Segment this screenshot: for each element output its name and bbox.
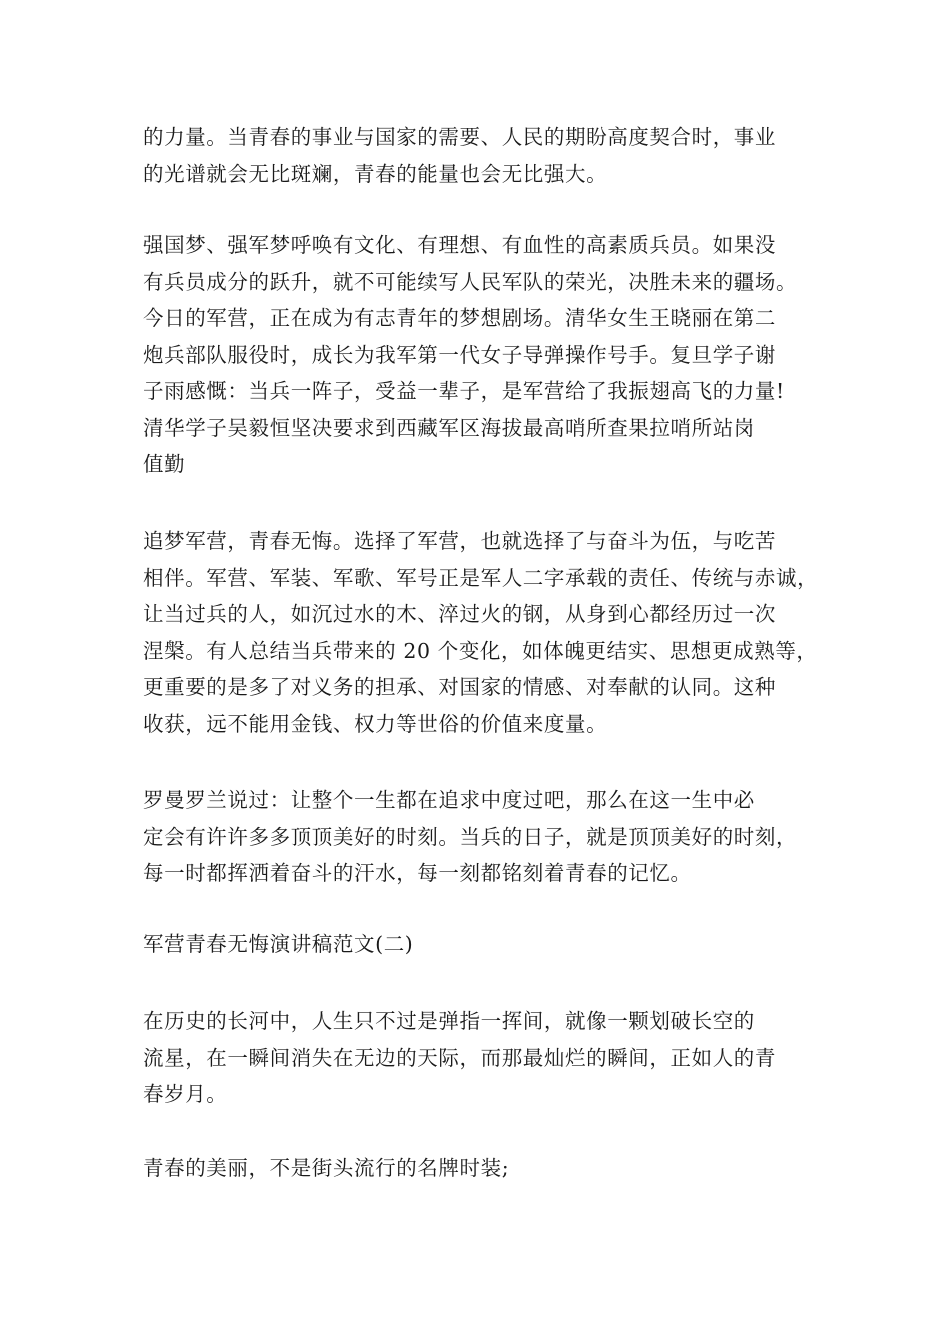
text-line: 罗曼罗兰说过：让整个一生都在追求中度过吧，那么在这一生中必 xyxy=(143,788,755,812)
text-line: 流星，在一瞬间消失在无边的天际，而那最灿烂的瞬间，正如人的青 xyxy=(143,1045,776,1070)
text-line: 炮兵部队服役时，成长为我军第一代女子导弹操作号手。复旦学子谢 xyxy=(143,342,776,367)
paragraph-5 xyxy=(143,1003,823,1113)
text-line: 让当过兵的人，如沉过水的木、淬过火的钢，从身到心都经历过一次 xyxy=(143,602,776,626)
text-line: 每一时都挥洒着奋斗的汗水，每一刻都铭刻着青春的记忆。 xyxy=(143,861,692,885)
text-line: 子雨感慨：当兵一阵子，受益一辈子，是军营给了我振翅高飞的力量! xyxy=(143,379,785,403)
text-line: 青春的美丽，不是街头流行的名牌时装; xyxy=(143,1156,510,1180)
text-line: 定会有许许多多顶顶美好的时刻。当兵的日子，就是顶顶美好的时刻， xyxy=(143,824,798,849)
text-line: 收获，远不能用金钱、权力等世俗的价值来度量。 xyxy=(143,711,608,736)
text-line: 在历史的长河中，人生只不过是弹指一挥间，就像一颗划破长空的 xyxy=(143,1009,755,1033)
text-line: 相伴。军营、军装、军歌、军号正是军人二字承载的责任、传统与赤诚， xyxy=(143,565,819,590)
section-heading xyxy=(143,926,823,963)
text-line: 今日的军营，正在成为有志青年的梦想剧场。清华女生王晓丽在第二 xyxy=(143,306,776,330)
text-line: 更重要的是多了对义务的担承、对国家的情感、对奉献的认同。这种 xyxy=(143,675,776,699)
paragraph-3 xyxy=(143,523,823,742)
text-line: 的力量。当青春的事业与国家的需要、人民的期盼高度契合时，事业 xyxy=(143,125,776,149)
text-line: 追梦军营，青春无悔。选择了军营，也就选择了与奋斗为伍，与吃苦 xyxy=(143,529,776,553)
text-line: 春岁月。 xyxy=(143,1082,228,1106)
text-line: 值勤 xyxy=(143,452,186,476)
paragraph-1 xyxy=(143,119,823,192)
text-line: 军营青春无悔演讲稿范文(二) xyxy=(143,932,414,956)
text-line: 涅槃。有人总结当兵带来的 20 个变化，如体魄更结实、思想更成熟等， xyxy=(143,638,818,663)
paragraph-4 xyxy=(143,782,823,892)
text-line: 清华学子吴毅恒坚决要求到西藏军区海拔最高哨所查果拉哨所站岗 xyxy=(143,415,755,440)
text-line: 强国梦、强军梦呼唤有文化、有理想、有血性的高素质兵员。如果没 xyxy=(143,233,776,257)
text-line: 有兵员成分的跃升，就不可能续写人民军队的荣光，决胜未来的疆场。 xyxy=(143,269,798,294)
text-line: 的光谱就会无比斑斓，青春的能量也会无比强大。 xyxy=(143,161,608,186)
paragraph-2 xyxy=(143,227,823,483)
paragraph-6 xyxy=(143,1150,823,1187)
